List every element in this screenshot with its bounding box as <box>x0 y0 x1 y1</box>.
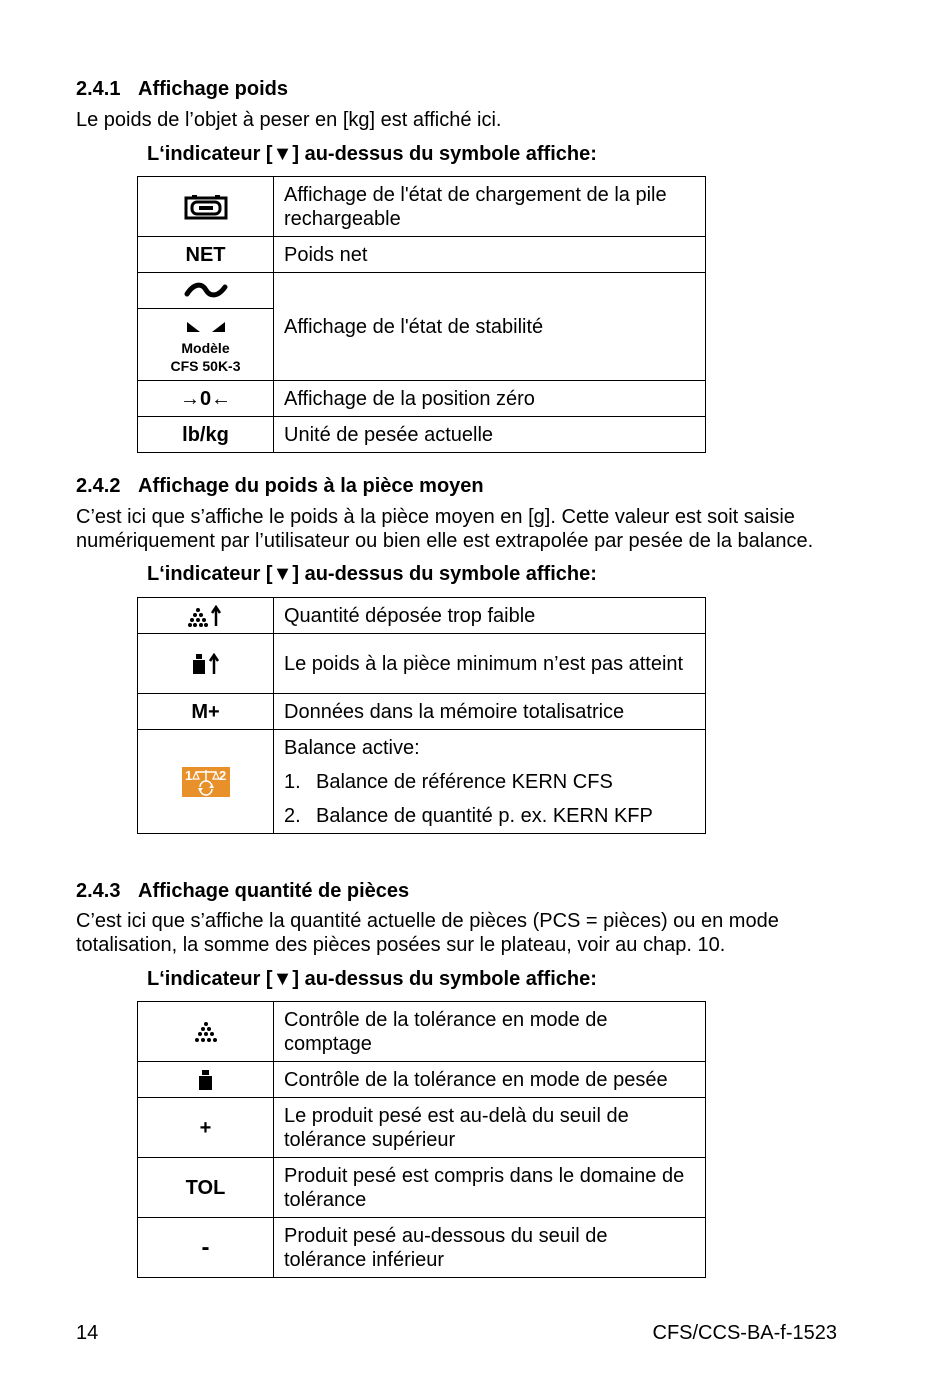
list-item <box>284 804 695 828</box>
description-cell: Unité de pesée actuelle <box>274 417 706 453</box>
weight-up-arrow-icon <box>191 653 221 675</box>
symbol-zero: →0← <box>138 381 274 417</box>
table-row <box>138 417 706 453</box>
symbol-cell <box>138 730 274 834</box>
description-cell: Affichage de l'état de stabilité <box>274 273 706 381</box>
section-heading-2-4-3 <box>76 880 409 903</box>
section-number: 2.4.2 <box>76 475 121 497</box>
symbol-tol: TOL <box>138 1158 274 1218</box>
table-row <box>138 634 706 694</box>
section-number: 2.4.3 <box>76 880 121 902</box>
description-cell: Le poids à la pièce minimum n’est pas atteint <box>274 634 706 694</box>
indicator-caption: L‘indicateur [▼] au-dessus du symbole affiche: <box>147 968 597 990</box>
symbol-table-piece-count <box>137 1001 706 1278</box>
table-row <box>138 1158 706 1218</box>
symbol-cell <box>138 309 274 381</box>
description-cell: Contrôle de la tolérance en mode de comptage <box>274 1002 706 1062</box>
table-row <box>138 237 706 273</box>
description-cell: Produit pesé au-dessous du seuil de tolérance inférieur <box>274 1218 706 1278</box>
description-cell: Contrôle de la tolérance en mode de pesée <box>274 1062 706 1098</box>
table-row <box>138 694 706 730</box>
symbol-cell <box>138 273 274 309</box>
section-heading-2-4-2 <box>76 475 484 498</box>
battery-icon <box>184 195 228 217</box>
table-row <box>138 381 706 417</box>
balance-1-2-icon <box>182 767 230 792</box>
model-label-line-2: CFS 50K-3 <box>170 357 241 374</box>
balance-list <box>284 770 695 828</box>
table-row <box>138 273 706 309</box>
symbol-table-weight <box>137 176 706 453</box>
section-number: 2.4.1 <box>76 78 121 100</box>
pieces-up-arrow-icon <box>188 605 224 627</box>
description-cell: Quantité déposée trop faible <box>274 598 706 634</box>
description-cell: Données dans la mémoire totalisatrice <box>274 694 706 730</box>
svg-text:2: 2 <box>218 767 226 783</box>
balance-active-label: Balance active: <box>284 736 420 759</box>
list-number: 2. <box>284 804 301 827</box>
section-title: Affichage poids <box>138 78 289 100</box>
description-cell <box>274 730 706 834</box>
table-row <box>138 598 706 634</box>
symbol-minus: - <box>138 1218 274 1278</box>
section-text: C’est ici que s’affiche le poids à la pièce moyen en [g]. Cette valeur est soit saisie numériquement par l’utilisateur ou bien elle est extrapolée par pesée de la balance. <box>76 506 814 552</box>
section-title: Affichage quantité de pièces <box>138 880 410 902</box>
weight-icon <box>198 1069 214 1091</box>
indicator-caption: L‘indicateur [▼] au-dessus du symbole affiche: <box>147 143 597 165</box>
symbol-cell <box>138 1002 274 1062</box>
symbol-unit: lb/kg <box>138 417 274 453</box>
indicator-caption: L‘indicateur [▼] au-dessus du symbole affiche: <box>147 563 597 585</box>
table-row <box>138 730 706 834</box>
list-text: Balance de quantité p. ex. KERN KFP <box>316 804 653 827</box>
document-code: CFS/CCS-BA-f-1523 <box>652 1322 837 1344</box>
table-row <box>138 177 706 237</box>
section-text: C’est ici que s’affiche la quantité actuelle de pièces (PCS = pièces) ou en mode totalisation, la somme des pièces posées sur le plateau, voir au chap. 10. <box>76 910 779 956</box>
model-label-line-1: Modèle <box>181 339 230 356</box>
tilde-stability-icon <box>184 280 228 302</box>
table-row <box>138 1098 706 1158</box>
description-cell: Affichage de la position zéro <box>274 381 706 417</box>
description-cell: Le produit pesé est au-delà du seuil de tolérance supérieur <box>274 1098 706 1158</box>
list-text: Balance de référence KERN CFS <box>316 770 613 793</box>
pieces-pile-icon <box>194 1021 218 1043</box>
symbol-memory: M+ <box>138 694 274 730</box>
table-row <box>138 1002 706 1062</box>
svg-text:1: 1 <box>184 767 192 783</box>
list-item <box>284 770 695 794</box>
symbol-cell <box>138 634 274 694</box>
section-title: Affichage du poids à la pièce moyen <box>138 475 484 497</box>
page-number: 14 <box>76 1322 99 1344</box>
table-row <box>138 1218 706 1278</box>
symbol-net: NET <box>138 237 274 273</box>
symbol-table-average-piece-weight <box>137 597 706 834</box>
triangles-stability-icon <box>186 316 226 338</box>
symbol-cell <box>138 177 274 237</box>
description-cell: Affichage de l'état de chargement de la pile rechargeable <box>274 177 706 237</box>
symbol-cell <box>138 598 274 634</box>
description-cell: Poids net <box>274 237 706 273</box>
description-cell: Produit pesé est compris dans le domaine de tolérance <box>274 1158 706 1218</box>
section-heading-2-4-1 <box>76 78 288 101</box>
list-number: 1. <box>284 770 301 793</box>
symbol-plus: + <box>138 1098 274 1158</box>
symbol-cell <box>138 1062 274 1098</box>
section-text: Le poids de l’objet à peser en [kg] est affiché ici. <box>76 109 502 131</box>
table-row <box>138 1062 706 1098</box>
